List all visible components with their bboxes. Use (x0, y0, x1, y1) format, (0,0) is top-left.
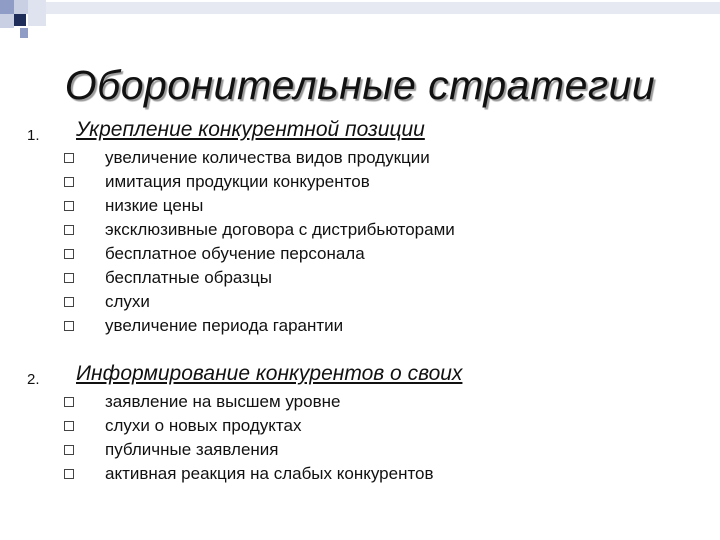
section-number: 1. (27, 127, 40, 144)
square-bullet-icon (64, 469, 74, 479)
square-bullet-icon (64, 153, 74, 163)
square-bullet-icon (64, 249, 74, 259)
square-bullet-icon (64, 297, 74, 307)
section-number: 2. (27, 371, 40, 388)
square-bullet-icon (64, 273, 74, 283)
square-bullet-icon (64, 321, 74, 331)
square-bullet-icon (64, 421, 74, 431)
square-bullet-icon (64, 397, 74, 407)
slide-title: Оборонительные стратегии (64, 62, 656, 108)
square-bullet-icon (64, 201, 74, 211)
decorative-header-squares (0, 0, 720, 50)
square-bullet-icon (64, 445, 74, 455)
section-heading: Укрепление конкурентной позиции (76, 118, 425, 141)
section-heading: Информирование конкурентов о своих (76, 362, 463, 385)
square-bullet-icon (64, 225, 74, 235)
square-bullet-icon (64, 177, 74, 187)
